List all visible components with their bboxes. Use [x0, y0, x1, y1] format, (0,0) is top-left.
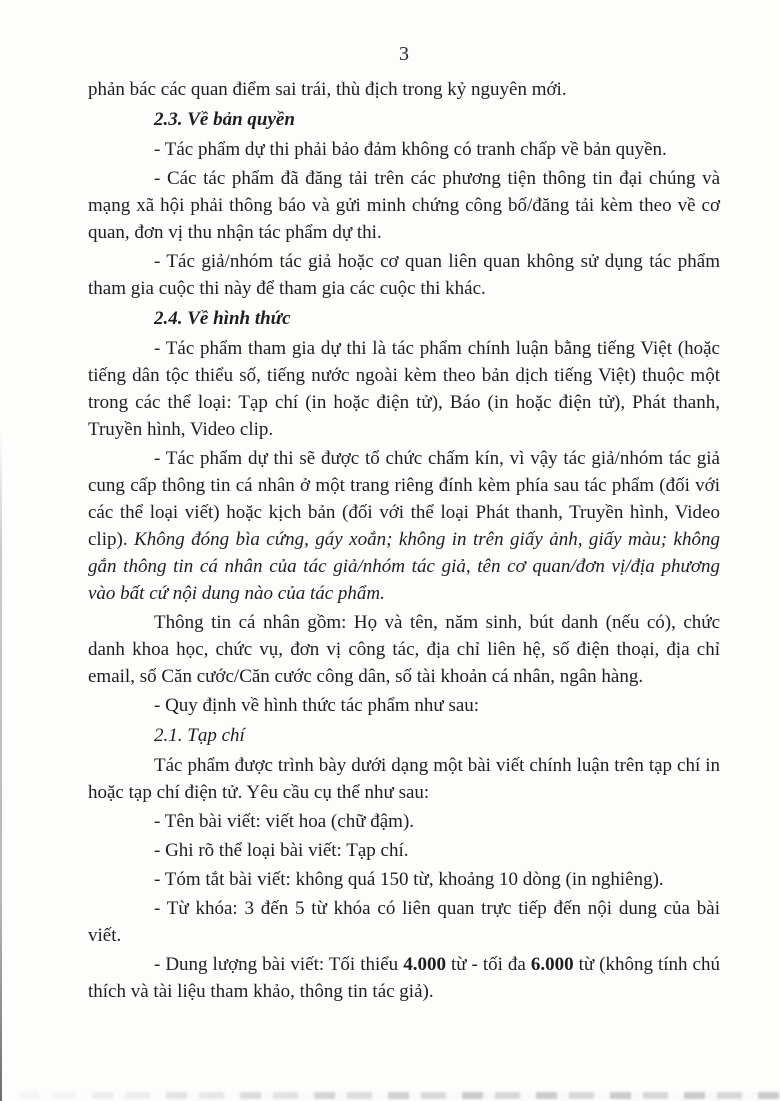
paragraph: [88, 609, 720, 690]
text-run: - Tác phẩm tham gia dự thi là tác phẩm chính luận bằng tiếng Việt (hoặc tiếng dân tộc thiểu số, tiếng nước ngoài kèm theo bản dịch tiếng Việt) thuộc một trong các thể loại: Tạp chí (in hoặc điện tử), Báo (in hoặc điện tử), Phát thanh, Truyền hình, Video clip.: [88, 338, 720, 440]
text-run: 4.000: [403, 954, 446, 975]
text-run: - Tác giả/nhóm tác giả hoặc cơ quan liên quan không sử dụng tác phẩm tham gia cuộc thi này để tham gia các cuộc thi khác.: [88, 251, 720, 299]
text-run: 2.1. Tạp chí: [154, 725, 245, 746]
paragraph: [88, 136, 720, 163]
text-run: Thông tin cá nhân gồm: Họ và tên, năm sinh, bút danh (nếu có), chức danh khoa học, chức vụ, đơn vị công tác, địa chỉ liên hệ, số điện thoại, địa chỉ email, số Căn cước/Căn cước công dân, số tài khoản cá nhân, ngân hàng.: [88, 612, 720, 687]
text-run: - Tóm tắt bài viết: không quá 150 từ, khoảng 10 dòng (in nghiêng).: [154, 869, 664, 890]
paragraph: [88, 445, 720, 607]
text-run: Tác phẩm được trình bày dưới dạng một bài viết chính luận trên tạp chí in hoặc tạp chí điện tử. Yêu cầu cụ thể như sau:: [88, 755, 720, 803]
section-heading-2-4: [88, 305, 720, 332]
text-run: từ (không tính chú thích và tài liệu tham khảo, thông tin tác giả).: [88, 954, 720, 1002]
paragraph: [88, 837, 720, 864]
text-run: phản bác các quan điểm sai trái, thù địch trong kỷ nguyên mới.: [88, 79, 567, 100]
paragraph: [88, 248, 720, 302]
scan-edge-artifact-left: [0, 430, 2, 1101]
text-run: - Tác phẩm dự thi sẽ được tổ chức chấm kín, vì vậy tác giả/nhóm tác giả cung cấp thông tin cá nhân ở một trang riêng đính kèm phía sau tác phẩm (đối với các thể loại viết) hoặc kịch bản (đối với thể loại Phát thanh, Truyền hình, Video clip).: [88, 448, 720, 550]
paragraph: [88, 866, 720, 893]
text-run: - Dung lượng bài viết: Tối thiểu: [154, 954, 404, 975]
text-run: - Tác phẩm dự thi phải bảo đảm không có tranh chấp về bản quyền.: [154, 139, 667, 160]
text-run: - Các tác phẩm đã đăng tải trên các phương tiện thông tin đại chúng và mạng xã hội phải thông báo và gửi minh chứng công bố/đăng tải kèm theo về cơ quan, đơn vị thu nhận tác phẩm dự thi.: [88, 168, 720, 243]
text-run: 2.3. Về bản quyền: [154, 109, 295, 130]
text-run: - Từ khóa: 3 đến 5 từ khóa có liên quan trực tiếp đến nội dung của bài viết.: [88, 898, 720, 946]
text-run: từ - tối đa: [445, 954, 531, 975]
text-run: - Ghi rõ thể loại bài viết: Tạp chí.: [154, 840, 409, 861]
text-run: - Tên bài viết: viết hoa (chữ đậm).: [154, 811, 415, 832]
paragraph: [88, 752, 720, 806]
paragraph: [88, 165, 720, 246]
paragraph: [88, 895, 720, 949]
document-body: [88, 76, 720, 1007]
paragraph: [88, 692, 720, 719]
paragraph: [88, 335, 720, 443]
page-number: 3: [399, 43, 409, 65]
section-heading-2-3: [88, 106, 720, 133]
text-run: - Quy định về hình thức tác phẩm như sau:: [154, 695, 480, 716]
section-heading-2-1: [88, 722, 720, 749]
text-run: 2.4. Về hình thức: [154, 308, 291, 329]
scan-edge-artifact-bottom: [18, 1092, 780, 1099]
paragraph: [88, 808, 720, 835]
text-run: 6.000: [530, 954, 574, 975]
text-run: Không đóng bìa cứng, gáy xoắn; không in trên giấy ảnh, giấy màu; không gắn thông tin cá nhân của tác giả/nhóm tác giả, tên cơ quan/đơn vị/địa phương vào bất cứ nội dung nào của tác phẩm.: [88, 529, 720, 604]
paragraph-continued-from-previous-page: [88, 76, 720, 103]
paragraph: [88, 951, 720, 1005]
